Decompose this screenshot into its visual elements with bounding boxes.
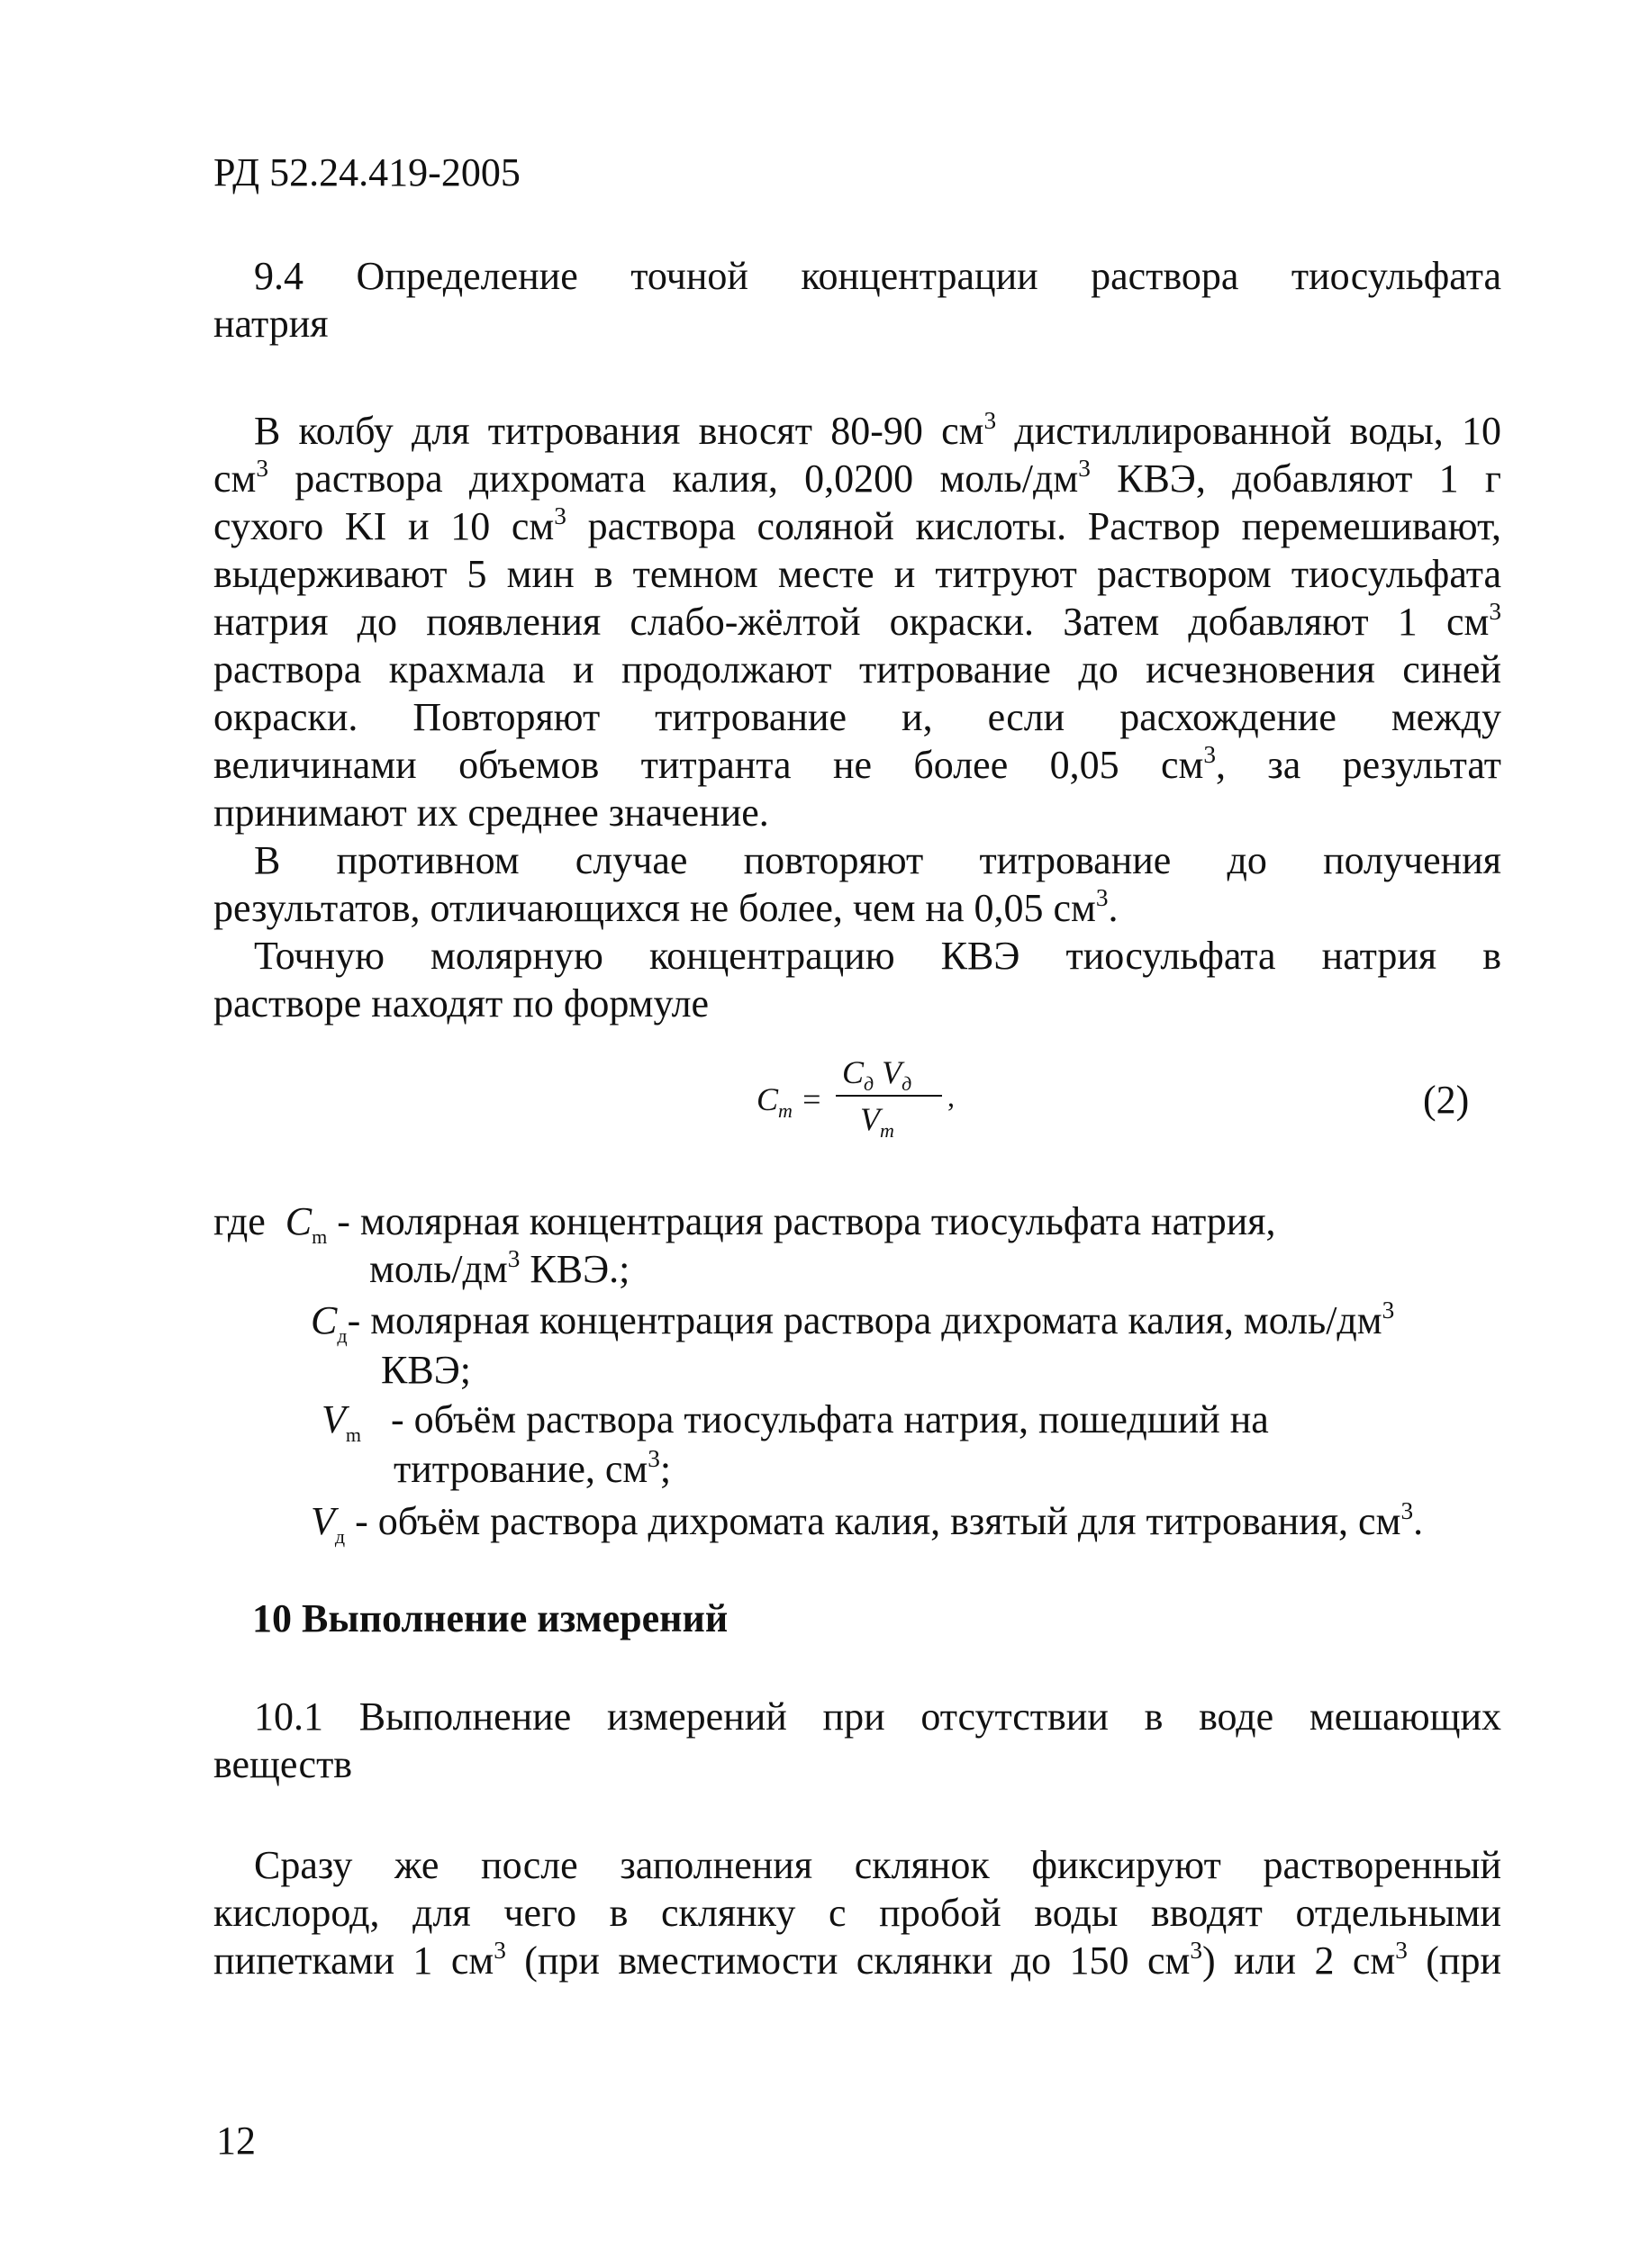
paragraph-repeat: В противном случае повторяют титрование до получения результатов, отличающихся не более, чем на 0,05 $см^3$. xyxy=(213,838,1501,930)
equation-number: (2) xyxy=(1423,1078,1470,1122)
legend-cd-cont: КВЭ; xyxy=(381,1348,471,1392)
paragraph-procedure: В колбу для титрования вносят 80-90 $см^3$ дистиллированной воды, 10 $см^3$ раствора дихромата калия, 0,0200 моль/$дм^3$ КВЭ, добавляют 1 г сухого KI и 10 $см^3$ раствора соляной кислоты. Раствор перемешивают, выдерживают 5 мин в темном месте и титруют раствором тиосульфата натрия до появления слабо-жёлтой окраски. Затем добавляют 1 $см^3$ раствора крахмала и продолжают титрование до исчезновения синей окраски. Повторяют титрование и, если расхождение между величинами объемов титранта не более 0,05 $см^3$, за результат принимают их среднее значение. xyxy=(213,406,1501,835)
legend-vm-cont: титрование, $см^3$; xyxy=(394,1444,672,1491)
fraction-bar xyxy=(836,1095,942,1097)
formula-2: $C_m$ = $C_д$ $V_д$ $V_m$ , xyxy=(757,1054,955,1143)
legend-vm: $V_m$ - объём раствора тиосульфата натрия, пошедший на xyxy=(322,1397,1269,1446)
legend-cm-cont: моль/$дм^3$ КВЭ.; xyxy=(369,1244,630,1291)
paragraph-formula-intro: Точную молярную концентрацию КВЭ тиосульфата натрия в растворе находят по формуле xyxy=(213,934,1501,1026)
page-number: 12 xyxy=(216,2119,256,2163)
section-10-1-heading: 10.1 Выполнение измерений при отсутствии в воде мешающих веществ xyxy=(213,1694,1501,1786)
section-10-heading: 10 Выполнение измерений xyxy=(252,1596,729,1640)
legend-cm: где $C_m$ - молярная концентрация раствора тиосульфата натрия, xyxy=(213,1199,1276,1248)
legend-vd: $V_д$ - объём раствора дихромата калия, взятый для титрования, $см^3$. xyxy=(311,1496,1424,1548)
paragraph-fixation: Сразу же после заполнения склянок фиксируют растворенный кислород, для чего в склянку с пробой воды вводят отдельными пипетками 1 $см^3$ (при вместимости склянки до 150 $см^3$) или 2 $см^3$ (при xyxy=(213,1843,1502,1983)
legend-cd: $C_д-$ молярная концентрация раствора дихромата калия, моль/$дм^3$ xyxy=(311,1296,1395,1347)
section-9-4-heading: 9.4 Определение точной концентрации раствора тиосульфата натрия xyxy=(213,254,1501,346)
document-code: РД 52.24.419-2005 xyxy=(213,150,521,194)
